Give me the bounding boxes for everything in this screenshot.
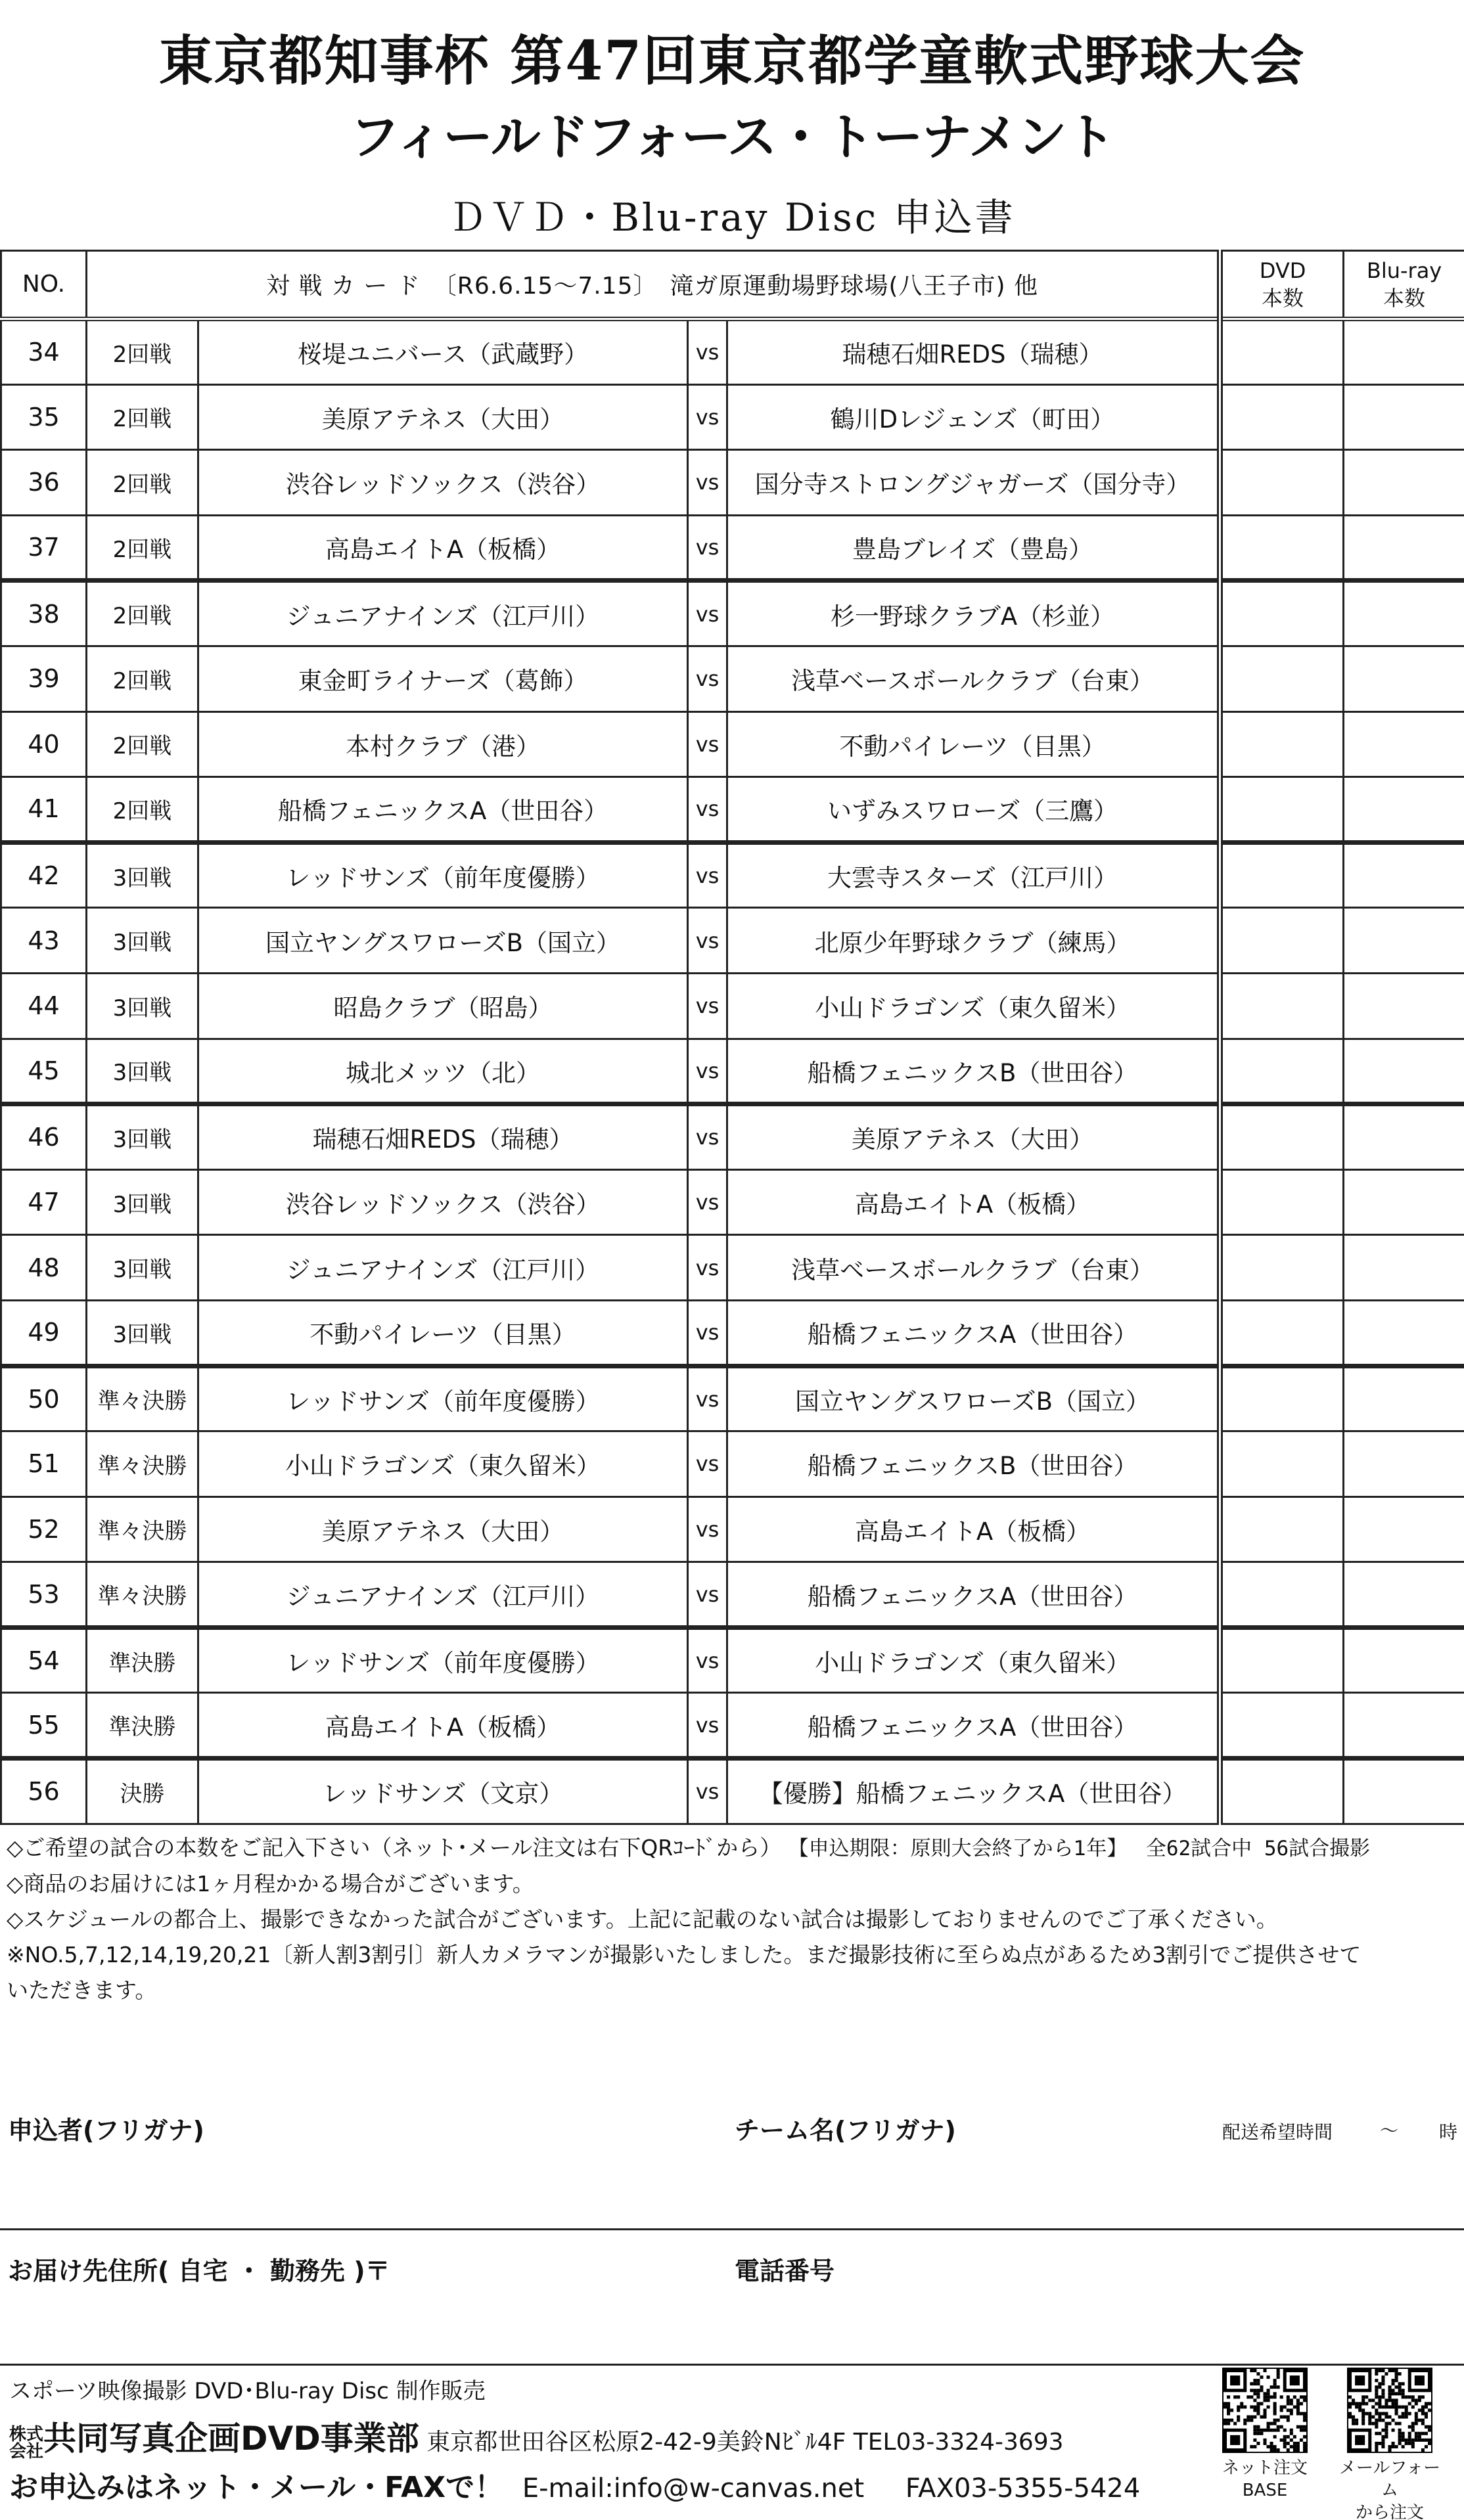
table-row [1,1104,1464,1170]
away-team: 船橋フェニックスB（世田谷） [727,1039,1220,1104]
table-row [1,319,1464,385]
qr-base-caption [1209,2457,1321,2502]
versus-label: vs [688,1562,727,1628]
versus-label: vs [688,1104,727,1170]
kk-top: 株式 [9,2425,44,2444]
dvd-quantity-field[interactable] [1220,908,1344,974]
away-team: 北原少年野球クラブ（練馬） [727,908,1220,974]
dvd-quantity-field[interactable] [1220,1496,1344,1562]
match-round: 2回戦 [87,646,198,711]
match-round: 準々決勝 [87,1431,198,1497]
match-round: 2回戦 [87,384,198,450]
bluray-quantity-field[interactable] [1344,1431,1464,1497]
match-number: 36 [1,450,87,516]
versus-label: vs [688,1366,727,1431]
table-row [1,581,1464,646]
match-round: 3回戦 [87,1104,198,1170]
qr-base-caption-l1: ネット注文 [1222,2458,1308,2478]
table-row [1,1039,1464,1104]
bluray-quantity-field[interactable] [1344,450,1464,516]
match-number: 41 [1,777,87,843]
table-row [1,1562,1464,1628]
away-team: 高島エイトA（板橋） [727,1496,1220,1562]
home-team: 国立ヤングスワローズB（国立） [198,908,688,974]
home-team: 昭島クラブ（昭島） [198,973,688,1039]
note-order-instructions: ◇ご希望の試合の本数をご記入下さい（ネット･メール注文は右下QRｺｰﾄﾞから） [7,1835,782,1860]
home-team: レッドサンズ（前年度優勝） [198,842,688,908]
bluray-quantity-field[interactable] [1344,1562,1464,1628]
bluray-quantity-field[interactable] [1344,1759,1464,1824]
match-round: 3回戦 [87,1169,198,1235]
header-bluray [1344,251,1464,319]
versus-label: vs [688,450,727,516]
dvd-quantity-field[interactable] [1220,777,1344,843]
dvd-quantity-field[interactable] [1220,450,1344,516]
versus-label: vs [688,1039,727,1104]
table-row [1,450,1464,516]
home-team: 東金町ライナーズ（葛飾） [198,646,688,711]
match-round: 2回戦 [87,319,198,385]
match-round: 準決勝 [87,1693,198,1759]
order-lead: お申込みはネット・メール・FAXで！ [9,2471,504,2504]
qr-pattern-mailform [1348,2369,1431,2452]
match-round: 3回戦 [87,842,198,908]
match-round: 3回戦 [87,1235,198,1301]
dvd-quantity-field[interactable] [1220,581,1344,646]
dvd-quantity-field[interactable] [1220,384,1344,450]
away-team: 船橋フェニックスB（世田谷） [727,1431,1220,1497]
note-discount: ※NO.5,7,12,14,19,20,21〔新人割3割引〕新人カメラマンが撮影いたしました。まだ撮影技術に至らぬ点があるため3割引でご提供させて [7,1942,1361,1968]
match-round: 2回戦 [87,581,198,646]
versus-label: vs [688,711,727,777]
home-team: レッドサンズ（文京） [198,1759,688,1824]
versus-label: vs [688,777,727,843]
dvd-quantity-field[interactable] [1220,1627,1344,1693]
bluray-quantity-field[interactable] [1344,581,1464,646]
match-number: 46 [1,1104,87,1170]
header-dvd-line2: 本数 [1262,285,1304,311]
table-row [1,777,1464,843]
bluray-quantity-field[interactable] [1344,1039,1464,1104]
match-number: 53 [1,1562,87,1628]
match-number: 37 [1,515,87,581]
match-number: 51 [1,1431,87,1497]
order-table [0,250,1464,1825]
home-team: レッドサンズ（前年度優勝） [198,1366,688,1431]
home-team: 美原アテネス（大田） [198,1496,688,1562]
match-round: 準決勝 [87,1627,198,1693]
home-team: 小山ドラゴンズ（東久留米） [198,1431,688,1497]
versus-label: vs [688,581,727,646]
versus-label: vs [688,1169,727,1235]
versus-label: vs [688,384,727,450]
bluray-quantity-field[interactable] [1344,1366,1464,1431]
match-number: 40 [1,711,87,777]
match-round: 準々決勝 [87,1562,198,1628]
bluray-quantity-field[interactable] [1344,1496,1464,1562]
away-team: 船橋フェニックスA（世田谷） [727,1562,1220,1628]
match-number: 50 [1,1366,87,1431]
home-team: 美原アテネス（大田） [198,384,688,450]
company-address: 東京都世田谷区松原2-42-9美鈴Nﾋﾞﾙ4F TEL03-3324-3693 [426,2429,1064,2456]
away-team: 高島エイトA（板橋） [727,1169,1220,1235]
dvd-quantity-field[interactable] [1220,646,1344,711]
match-number: 45 [1,1039,87,1104]
qr-base-caption-l2: BASE [1242,2481,1288,2500]
match-round: 3回戦 [87,908,198,974]
notes [7,1830,1459,2008]
table-row [1,1431,1464,1497]
bluray-quantity-field[interactable] [1344,908,1464,974]
note-discount-cont: いただきます。 [7,1977,157,2003]
sub-title: フィールドフォース・トーナメント [350,108,1114,166]
match-number: 56 [1,1759,87,1824]
dvd-quantity-field[interactable] [1220,1562,1344,1628]
match-number: 54 [1,1627,87,1693]
home-team: 高島エイトA（板橋） [198,515,688,581]
table-row [1,973,1464,1039]
footer-business: スポーツ映像撮影 DVD･Blu-ray Disc 制作販売 [9,2378,486,2404]
main-title: 東京都知事杯 第47回東京都学童軟式野球大会 [158,30,1306,93]
match-round: 準々決勝 [87,1496,198,1562]
home-team: 桜堤ユニバース（武蔵野） [198,319,688,385]
match-number: 39 [1,646,87,711]
qr-mailform-caption-l2: から注文 [1355,2503,1424,2520]
dvd-quantity-field[interactable] [1220,842,1344,908]
note-schedule: ◇スケジュールの都合上、撮影できなかった試合がございます。上記に記載のない試合は撮影しておりませんのでご了承ください。 [7,1906,1278,1932]
match-round: 3回戦 [87,1039,198,1104]
away-team: いずみスワローズ（三鷹） [727,777,1220,843]
bluray-quantity-field[interactable] [1344,1627,1464,1693]
home-team: ジュニアナインズ（江戸川） [198,1562,688,1628]
home-team: 本村クラブ（港） [198,711,688,777]
qr-mailform-caption [1334,2457,1446,2520]
match-number: 35 [1,384,87,450]
table-header-row [1,251,1464,319]
versus-label: vs [688,1431,727,1497]
versus-label: vs [688,1496,727,1562]
versus-label: vs [688,1759,727,1824]
match-number: 38 [1,581,87,646]
match-round: 決勝 [87,1759,198,1824]
match-round: 2回戦 [87,450,198,516]
away-team: 国立ヤングスワローズB（国立） [727,1366,1220,1431]
match-number: 52 [1,1496,87,1562]
applicant-label: 申込者(フリガナ) [8,2116,204,2145]
away-team: 浅草ベースボールクラブ（台東） [727,646,1220,711]
away-team: 不動パイレーツ（目黒） [727,711,1220,777]
bluray-quantity-field[interactable] [1344,646,1464,711]
bluray-quantity-field[interactable] [1344,973,1464,1039]
footer-company-line [9,2412,1064,2460]
dvd-quantity-field[interactable] [1220,1759,1344,1824]
delivery-time-hour: 時 [1439,2121,1458,2143]
team-label: チーム名(フリガナ) [735,2116,956,2145]
delivery-time-tilde: ～ [1380,2120,1399,2142]
note-delivery: ◇商品のお届けには1ヶ月程かかる場合がございます。 [7,1871,534,1897]
away-team: 鶴川Dレジェンズ（町田） [727,384,1220,450]
match-round: 2回戦 [87,515,198,581]
home-team: ジュニアナインズ（江戸川） [198,581,688,646]
table-body [1,319,1464,1824]
match-number: 49 [1,1300,87,1366]
dvd-quantity-field[interactable] [1220,1300,1344,1366]
versus-label: vs [688,515,727,581]
versus-label: vs [688,908,727,974]
note-game-count: 全62試合中 56試合撮影 [1145,1837,1371,1860]
dvd-quantity-field[interactable] [1220,1039,1344,1104]
bluray-quantity-field[interactable] [1344,777,1464,843]
note-line [7,1830,1459,1866]
dvd-quantity-field[interactable] [1220,1235,1344,1301]
bluray-quantity-field[interactable] [1344,1169,1464,1235]
dvd-quantity-field[interactable] [1220,319,1344,385]
dvd-quantity-field[interactable] [1220,1366,1344,1431]
table-row [1,1366,1464,1431]
header-dvd [1220,251,1344,319]
dvd-quantity-field[interactable] [1220,1104,1344,1170]
bluray-quantity-field[interactable] [1344,1693,1464,1759]
dvd-quantity-field[interactable] [1220,515,1344,581]
bluray-quantity-field[interactable] [1344,1104,1464,1170]
kk-bottom: 会社 [9,2442,44,2462]
home-team: 渋谷レッドソックス（渋谷） [198,1169,688,1235]
header-bluray-line2: 本数 [1383,285,1426,311]
home-team: 渋谷レッドソックス（渋谷） [198,450,688,516]
away-team: 国分寺ストロングジャガーズ（国分寺） [727,450,1220,516]
away-team: 船橋フェニックスA（世田谷） [727,1300,1220,1366]
dvd-quantity-field[interactable] [1220,1431,1344,1497]
match-round: 3回戦 [87,1300,198,1366]
bluray-quantity-field[interactable] [1344,384,1464,450]
kabushiki-kaisha [9,2426,43,2460]
versus-label: vs [688,1627,727,1693]
match-number: 47 [1,1169,87,1235]
applicant-underline [0,2228,1464,2230]
table-row [1,384,1464,450]
versus-label: vs [688,319,727,385]
match-number: 42 [1,842,87,908]
versus-label: vs [688,1235,727,1301]
bluray-quantity-field[interactable] [1344,1235,1464,1301]
match-round: 準々決勝 [87,1366,198,1431]
dvd-quantity-field[interactable] [1220,1169,1344,1235]
form-title: ＤＶＤ・Blu-ray Disc 申込書 [448,195,1016,240]
match-number: 48 [1,1235,87,1301]
qr-pattern-base [1224,2369,1306,2452]
versus-label: vs [688,646,727,711]
dvd-quantity-field[interactable] [1220,1693,1344,1759]
match-round: 2回戦 [87,777,198,843]
away-team: 【優勝】船橋フェニックスA（世田谷） [727,1759,1220,1824]
match-round: 2回戦 [87,711,198,777]
home-team: ジュニアナインズ（江戸川） [198,1235,688,1301]
match-round: 3回戦 [87,973,198,1039]
bluray-quantity-field[interactable] [1344,319,1464,385]
fax-number: FAX03-5355-5424 [905,2473,1141,2504]
home-team: 不動パイレーツ（目黒） [198,1300,688,1366]
away-team: 美原アテネス（大田） [727,1104,1220,1170]
footer-contact-line [9,2464,1140,2506]
email-address: E-mail:info@w-canvas.net [522,2473,865,2504]
qr-mailform-caption-l1: メールフォーム [1338,2458,1441,2500]
table-row [1,711,1464,777]
away-team: 瑞穂石畑REDS（瑞穂） [727,319,1220,385]
away-team: 船橋フェニックスA（世田谷） [727,1693,1220,1759]
bluray-quantity-field[interactable] [1344,842,1464,908]
table-row [1,1235,1464,1301]
phone-label: 電話番号 [735,2257,835,2285]
address-label: お届け先住所( 自宅 ・ 勤務先 )〒 [8,2257,390,2285]
home-team: 船橋フェニックスA（世田谷） [198,777,688,843]
dvd-quantity-field[interactable] [1220,973,1344,1039]
versus-label: vs [688,973,727,1039]
table-row [1,1693,1464,1759]
match-number: 34 [1,319,87,385]
home-team: 城北メッツ（北） [198,1039,688,1104]
match-number: 43 [1,908,87,974]
home-team: 高島エイトA（板橋） [198,1693,688,1759]
table-row [1,842,1464,908]
table-row [1,1759,1464,1824]
header-dvd-line1: DVD [1259,258,1306,283]
home-team: 瑞穂石畑REDS（瑞穂） [198,1104,688,1170]
header-match-cards: 対 戦 カ ー ド 〔R6.6.15～7.15〕 滝ガ原運動場野球場(八王子市) 他 [87,251,1220,319]
qr-code-base-icon[interactable] [1222,2368,1308,2453]
away-team: 豊島ブレイズ（豊島） [727,515,1220,581]
company-name: 共同写真企画DVD事業部 [43,2419,419,2458]
table-row [1,1627,1464,1693]
home-team: レッドサンズ（前年度優勝） [198,1627,688,1693]
table-row [1,515,1464,581]
bluray-quantity-field[interactable] [1344,515,1464,581]
away-team: 小山ドラゴンズ（東久留米） [727,1627,1220,1693]
versus-label: vs [688,1693,727,1759]
table-row [1,1496,1464,1562]
away-team: 大雲寺スターズ（江戸川） [727,842,1220,908]
table-row [1,908,1464,974]
versus-label: vs [688,1300,727,1366]
away-team: 浅草ベースボールクラブ（台東） [727,1235,1220,1301]
qr-code-mailform-icon[interactable] [1347,2368,1432,2453]
delivery-time-label: 配送希望時間 [1222,2121,1333,2143]
address-underline [0,2364,1464,2366]
away-team: 小山ドラゴンズ（東久留米） [727,973,1220,1039]
bluray-quantity-field[interactable] [1344,711,1464,777]
bluray-quantity-field[interactable] [1344,1300,1464,1366]
header-no: NO. [1,251,87,319]
note-deadline: 【申込期限：原則大会終了から1年】 [788,1837,1128,1860]
versus-label: vs [688,842,727,908]
table-row [1,1300,1464,1366]
table-row [1,646,1464,711]
away-team: 杉一野球クラブA（杉並） [727,581,1220,646]
dvd-quantity-field[interactable] [1220,711,1344,777]
header-bluray-line1: Blu-ray [1366,258,1442,283]
match-number: 55 [1,1693,87,1759]
table-row [1,1169,1464,1235]
match-number: 44 [1,973,87,1039]
